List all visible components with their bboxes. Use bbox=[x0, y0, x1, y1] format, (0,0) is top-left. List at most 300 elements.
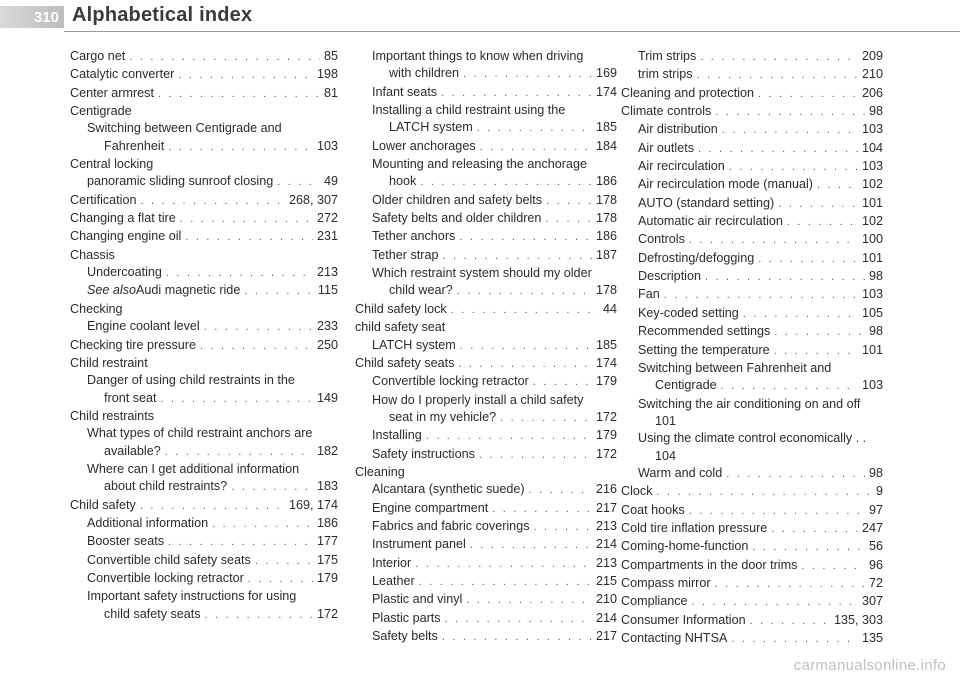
index-entry-label: Child restraints bbox=[70, 408, 154, 423]
index-entry bbox=[621, 557, 883, 575]
index-entry-label: Automatic air recirculation bbox=[638, 214, 783, 229]
dot-leader bbox=[722, 122, 858, 139]
page-reference: 210 bbox=[595, 592, 617, 607]
dot-leader bbox=[420, 174, 592, 191]
index-entry bbox=[355, 84, 617, 102]
index-entry-label: Key-coded setting bbox=[638, 305, 739, 320]
dot-leader bbox=[200, 338, 313, 355]
page-reference: 179 bbox=[316, 570, 338, 585]
page-reference: 96 bbox=[868, 557, 883, 572]
index-entry bbox=[621, 158, 883, 176]
dot-leader bbox=[545, 211, 592, 228]
page-reference: 213 bbox=[316, 265, 338, 280]
index-entry-label: Checking bbox=[70, 301, 123, 316]
index-entry bbox=[355, 573, 617, 591]
index-entry-label: Mounting and releasing the anchorage bbox=[372, 157, 587, 172]
index-entry bbox=[621, 85, 883, 103]
index-entry bbox=[621, 465, 883, 483]
dot-leader bbox=[457, 283, 592, 300]
dot-leader bbox=[470, 537, 592, 554]
dot-leader bbox=[212, 516, 313, 533]
index-heading bbox=[70, 247, 338, 264]
index-entry-label: Centigrade bbox=[70, 104, 132, 119]
dot-leader bbox=[158, 86, 320, 103]
dot-leader bbox=[752, 539, 865, 556]
index-heading bbox=[70, 301, 338, 318]
dot-leader bbox=[778, 196, 858, 213]
dot-leader bbox=[205, 607, 313, 624]
dot-leader bbox=[458, 356, 592, 373]
page-reference: 185 bbox=[595, 337, 617, 352]
index-entry-label: Air distribution bbox=[638, 122, 718, 137]
index-heading bbox=[621, 430, 883, 447]
page-reference: 81 bbox=[323, 85, 338, 100]
index-entry bbox=[355, 591, 617, 609]
index-entry-label: Consumer Information bbox=[621, 612, 746, 627]
page-reference: 172 bbox=[316, 606, 338, 621]
index-entry bbox=[70, 48, 338, 66]
index-entry bbox=[70, 173, 338, 191]
page-reference: 209 bbox=[861, 49, 883, 63]
dot-leader bbox=[141, 193, 285, 210]
page-reference: 216 bbox=[595, 482, 617, 497]
dot-leader bbox=[166, 265, 313, 282]
page-reference: 101 bbox=[861, 250, 883, 265]
index-entry-label: Installing a child restraint using the bbox=[372, 103, 566, 118]
dot-leader bbox=[180, 211, 313, 228]
index-entry-label: Compliance bbox=[621, 594, 688, 609]
page-reference: 178 bbox=[595, 211, 617, 226]
index-entry-label: Tether strap bbox=[372, 247, 439, 262]
page-reference: 213 bbox=[595, 518, 617, 533]
page-reference: 102 bbox=[861, 214, 883, 229]
index-entry-label: child safety seat bbox=[355, 320, 446, 335]
page-header bbox=[0, 0, 960, 32]
dot-leader bbox=[801, 558, 865, 575]
page-reference: 174 bbox=[595, 84, 617, 99]
index-entry bbox=[621, 342, 883, 360]
dot-leader bbox=[419, 574, 592, 591]
page-reference: 217 bbox=[595, 500, 617, 515]
index-entry-label: about child restraints? bbox=[104, 479, 228, 494]
page-reference: 177 bbox=[316, 534, 338, 549]
dot-leader bbox=[466, 592, 592, 609]
index-entry-label: Which restraint system should my older bbox=[372, 266, 592, 281]
page-reference: 169 bbox=[595, 66, 617, 81]
page-reference: 149 bbox=[316, 390, 338, 405]
index-entry bbox=[355, 628, 617, 646]
dot-leader bbox=[459, 229, 592, 246]
index-entry bbox=[355, 373, 617, 391]
page-reference: 175 bbox=[316, 552, 338, 567]
index-entry bbox=[355, 192, 617, 210]
index-entry bbox=[70, 210, 338, 228]
index-entry-label: Important safety instructions for using bbox=[87, 589, 297, 604]
index-entry-label: Danger of using child restraints in the bbox=[87, 373, 295, 388]
page-reference: 210 bbox=[861, 67, 883, 82]
index-entry bbox=[70, 533, 338, 551]
page-reference: 103 bbox=[861, 159, 883, 174]
dot-leader bbox=[657, 484, 872, 501]
dot-leader bbox=[277, 174, 320, 191]
index-entry-label: Centigrade bbox=[655, 378, 717, 393]
page-reference: 186 bbox=[595, 174, 617, 189]
index-entry bbox=[355, 610, 617, 628]
index-entry-label: with children bbox=[389, 66, 459, 81]
index-entry-label: Interior bbox=[372, 555, 412, 570]
index-entry bbox=[621, 195, 883, 213]
index-entry bbox=[621, 121, 883, 139]
index-entry-label: Catalytic converter bbox=[70, 67, 175, 82]
index-entry-label: Convertible locking retractor bbox=[372, 374, 529, 389]
page-reference: 101 bbox=[861, 195, 883, 210]
index-heading bbox=[70, 588, 338, 605]
page-reference: 214 bbox=[595, 610, 617, 625]
dot-leader bbox=[204, 319, 313, 336]
dot-leader bbox=[248, 571, 313, 588]
dot-leader bbox=[534, 519, 592, 536]
index-heading bbox=[355, 464, 617, 481]
index-entry bbox=[621, 176, 883, 194]
page-reference: 186 bbox=[316, 515, 338, 530]
index-entry bbox=[70, 570, 338, 588]
page-reference: 178 bbox=[595, 192, 617, 207]
index-entry-label: Cargo net bbox=[70, 49, 126, 63]
index-entry-label: Compass mirror bbox=[621, 575, 711, 590]
index-heading bbox=[70, 103, 338, 120]
index-entry-label: Child safety bbox=[70, 497, 136, 512]
index-entry bbox=[355, 355, 617, 373]
index-entry bbox=[621, 268, 883, 286]
index-entry-label: Fahrenheit bbox=[104, 138, 165, 153]
dot-leader bbox=[479, 447, 592, 464]
index-heading bbox=[70, 372, 338, 389]
index-entry bbox=[621, 48, 883, 66]
dot-leader bbox=[168, 139, 313, 156]
page-reference: 56 bbox=[868, 539, 883, 554]
page-reference: 103 bbox=[861, 378, 883, 393]
index-entry bbox=[70, 282, 338, 300]
dot-leader bbox=[692, 594, 858, 611]
index-heading bbox=[355, 319, 617, 336]
index-entry bbox=[621, 66, 883, 84]
index-entry bbox=[70, 138, 338, 156]
index-entry bbox=[70, 390, 338, 408]
index-entry bbox=[70, 443, 338, 461]
index-entry bbox=[70, 264, 338, 282]
dot-leader bbox=[705, 269, 865, 286]
page-reference: 272 bbox=[316, 211, 338, 226]
index-entry-label: Child safety lock bbox=[355, 301, 447, 316]
page-reference: 100 bbox=[861, 232, 883, 247]
index-entry-label: AUTO (standard setting) bbox=[638, 195, 775, 210]
index-entry bbox=[621, 250, 883, 268]
index-entry bbox=[70, 85, 338, 103]
page-reference: 103 bbox=[861, 287, 883, 302]
page-reference: 135, 303 bbox=[833, 612, 883, 627]
index-column-1 bbox=[70, 48, 338, 624]
index-entry bbox=[355, 427, 617, 445]
index-entry bbox=[621, 103, 883, 121]
dot-leader bbox=[758, 251, 858, 268]
index-entry-label: Additional information bbox=[87, 515, 209, 530]
dot-leader bbox=[185, 229, 313, 246]
dot-leader bbox=[787, 214, 858, 231]
dot-leader bbox=[715, 576, 865, 593]
dot-leader bbox=[244, 283, 314, 300]
page-reference: 213 bbox=[595, 555, 617, 570]
page-number-tab: 310 bbox=[0, 6, 64, 28]
dot-leader bbox=[743, 306, 858, 323]
index-entry-label: Certification bbox=[70, 192, 137, 207]
index-entry bbox=[70, 228, 338, 246]
dot-leader bbox=[697, 67, 858, 84]
index-entry bbox=[621, 520, 883, 538]
index-entry bbox=[621, 593, 883, 611]
dot-leader bbox=[817, 177, 858, 194]
index-entry-label: Recommended settings bbox=[638, 324, 771, 339]
page-reference: 206 bbox=[861, 85, 883, 100]
page-reference: 250 bbox=[316, 337, 338, 352]
index-entry-label: Engine coolant level bbox=[87, 319, 200, 334]
index-entry-label: Booster seats bbox=[87, 534, 165, 549]
index-entry-label: Cleaning bbox=[355, 464, 405, 479]
page-reference: 169, 174 bbox=[288, 497, 338, 512]
dot-leader bbox=[698, 141, 858, 158]
index-entry bbox=[621, 140, 883, 158]
index-entry-label: Cold tire inflation pressure bbox=[621, 520, 768, 535]
dot-leader bbox=[774, 324, 865, 341]
index-entry-label: Central locking bbox=[70, 157, 154, 172]
index-entry-label: LATCH system bbox=[389, 120, 473, 135]
page-reference: 98 bbox=[868, 465, 883, 480]
dot-leader bbox=[480, 139, 592, 156]
page-reference: 172 bbox=[595, 409, 617, 424]
index-entry bbox=[355, 536, 617, 554]
page-reference: 182 bbox=[316, 443, 338, 458]
page-reference: 97 bbox=[868, 502, 883, 517]
index-heading bbox=[355, 392, 617, 409]
page-reference: 9 bbox=[875, 484, 883, 499]
page-reference: 103 bbox=[316, 138, 338, 153]
index-entry bbox=[355, 446, 617, 464]
index-entry-label: panoramic sliding sunroof closing bbox=[87, 174, 274, 189]
dot-leader bbox=[731, 631, 858, 648]
index-entry-label: Plastic parts bbox=[372, 610, 441, 625]
dot-leader bbox=[771, 521, 858, 538]
dot-leader bbox=[231, 479, 313, 496]
index-heading bbox=[621, 396, 883, 413]
index-entry-label: Defrosting/defogging bbox=[638, 250, 755, 265]
index-entry bbox=[70, 318, 338, 336]
index-heading bbox=[355, 156, 617, 173]
page-reference: 178 bbox=[595, 283, 617, 298]
page-reference: 98 bbox=[868, 104, 883, 119]
index-entry-label: Safety belts bbox=[372, 629, 438, 643]
page-reference: 105 bbox=[861, 305, 883, 320]
dot-leader bbox=[165, 444, 313, 461]
index-entry bbox=[621, 231, 883, 249]
page-reference: 115 bbox=[317, 283, 338, 298]
page-reference: 179 bbox=[595, 374, 617, 389]
page-reference: 268, 307 bbox=[288, 192, 338, 207]
index-entry-label: Switching between Fahrenheit and bbox=[638, 360, 832, 375]
page-reference: 174 bbox=[595, 355, 617, 370]
index-entry-label: Description bbox=[638, 269, 701, 284]
page-reference: 183 bbox=[316, 479, 338, 494]
index-entry bbox=[355, 119, 617, 137]
dot-leader bbox=[415, 556, 592, 573]
index-entry bbox=[70, 606, 338, 624]
index-entry-label: Clock bbox=[621, 484, 653, 499]
index-entry-label: 104 bbox=[655, 448, 677, 463]
index-entry-label: Important things to know when driving bbox=[372, 49, 584, 63]
index-entry-label: Coat hooks bbox=[621, 502, 685, 517]
page-reference: 231 bbox=[316, 229, 338, 244]
index-entry bbox=[355, 173, 617, 191]
index-entry-label: 101 bbox=[655, 413, 677, 428]
index-entry-label: Instrument panel bbox=[372, 537, 466, 552]
index-entry-label: Setting the temperature bbox=[638, 342, 770, 357]
index-heading bbox=[621, 360, 883, 377]
page-reference: 247 bbox=[861, 520, 883, 535]
index-entry-label: Center armrest bbox=[70, 85, 154, 100]
dot-leader bbox=[178, 67, 313, 84]
index-entry-label: Child safety seats bbox=[355, 355, 455, 370]
index-entry bbox=[70, 337, 338, 355]
index-heading bbox=[70, 355, 338, 372]
dot-leader bbox=[700, 49, 858, 66]
index-entry-label: Convertible locking retractor bbox=[87, 570, 244, 585]
index-entry bbox=[355, 481, 617, 499]
dot-leader bbox=[729, 159, 858, 176]
index-entry-label: trim strips bbox=[638, 67, 693, 82]
index-entry bbox=[621, 575, 883, 593]
page-reference: 98 bbox=[868, 269, 883, 284]
dot-leader bbox=[129, 49, 320, 66]
page-reference: 214 bbox=[595, 537, 617, 552]
index-entry bbox=[355, 228, 617, 246]
index-heading bbox=[355, 102, 617, 119]
index-entry bbox=[355, 518, 617, 536]
index-entry-label: Switching between Centigrade and bbox=[87, 121, 282, 136]
dot-leader bbox=[161, 391, 313, 408]
index-entry bbox=[621, 483, 883, 501]
index-entry bbox=[621, 286, 883, 304]
dot-leader bbox=[442, 629, 592, 646]
index-entry bbox=[621, 612, 883, 630]
page-reference: 101 bbox=[861, 342, 883, 357]
page-reference: 102 bbox=[861, 177, 883, 192]
index-entry-label: Alcantara (synthetic suede) bbox=[372, 482, 525, 497]
index-entry bbox=[621, 538, 883, 556]
page-reference: 103 bbox=[861, 122, 883, 137]
index-entry-label: Controls bbox=[638, 232, 685, 247]
index-entry-label: Leather bbox=[372, 573, 415, 588]
index-entry bbox=[355, 247, 617, 265]
page-reference: 135 bbox=[861, 631, 883, 645]
dot-leader bbox=[460, 338, 592, 355]
see-also-label: See also bbox=[87, 283, 137, 298]
index-entry bbox=[355, 409, 617, 427]
dot-leader bbox=[140, 498, 285, 515]
index-entry-label: Installing bbox=[372, 428, 422, 443]
index-entry-label: Changing a flat tire bbox=[70, 211, 176, 226]
index-entry-label: front seat bbox=[104, 390, 157, 405]
index-entry bbox=[621, 323, 883, 341]
index-entry-label: Air outlets bbox=[638, 140, 694, 155]
index-entry-label: Climate controls bbox=[621, 104, 712, 119]
index-entry-label: Plastic and vinyl bbox=[372, 592, 463, 607]
index-entry-label: Engine compartment bbox=[372, 500, 489, 515]
dot-leader bbox=[441, 85, 592, 102]
index-entry-label: available? bbox=[104, 443, 161, 458]
index-entry-label: Using the climate control economically . . bbox=[638, 431, 867, 446]
page-reference: 215 bbox=[595, 573, 617, 588]
dot-leader bbox=[726, 466, 865, 483]
page-reference: 187 bbox=[595, 247, 617, 262]
index-entry-label: Lower anchorages bbox=[372, 138, 476, 153]
index-entry-label: Contacting NHTSA bbox=[621, 631, 728, 645]
index-column-3 bbox=[621, 48, 883, 648]
dot-leader bbox=[443, 248, 592, 265]
watermark: carmanualsonline.info bbox=[793, 657, 946, 674]
index-entry-label: Where can I get additional information bbox=[87, 461, 300, 476]
dot-leader bbox=[689, 232, 858, 249]
page-reference: 217 bbox=[595, 629, 617, 643]
dot-leader bbox=[664, 287, 858, 304]
index-entry bbox=[355, 282, 617, 300]
index-entry bbox=[70, 497, 338, 515]
page-reference: 44 bbox=[602, 301, 617, 316]
index-entry bbox=[621, 377, 883, 395]
index-heading bbox=[70, 461, 338, 478]
index-entry-label: Switching the air conditioning on and off bbox=[638, 396, 861, 411]
index-entry-label: Cleaning and protection bbox=[621, 85, 755, 100]
index-entry-label: Child restraint bbox=[70, 355, 148, 370]
dot-leader bbox=[500, 410, 592, 427]
index-entry bbox=[70, 552, 338, 570]
index-entry-label: seat in my vehicle? bbox=[389, 409, 497, 424]
index-column-2 bbox=[355, 48, 617, 646]
dot-leader bbox=[492, 501, 592, 518]
dot-leader bbox=[533, 374, 592, 391]
dot-leader bbox=[689, 503, 865, 520]
index-entry-label: Audi magnetic ride bbox=[136, 283, 241, 298]
index-entry-label: Fan bbox=[638, 287, 660, 302]
dot-leader bbox=[715, 104, 865, 121]
index-entry-label: hook bbox=[389, 174, 417, 189]
page-reference: 186 bbox=[595, 229, 617, 244]
dot-leader bbox=[168, 534, 313, 551]
dot-leader bbox=[477, 120, 592, 137]
index-entry bbox=[355, 337, 617, 355]
header-rule bbox=[64, 31, 960, 32]
index-entry-label: Air recirculation bbox=[638, 159, 725, 174]
index-entry-label: Safety belts and older children bbox=[372, 211, 542, 226]
page-title: Alphabetical index bbox=[72, 4, 253, 26]
index-heading bbox=[70, 156, 338, 173]
index-entry-label: Older children and safety belts bbox=[372, 192, 543, 207]
index-entry bbox=[70, 192, 338, 210]
page-reference: 49 bbox=[323, 174, 338, 189]
page-reference: 98 bbox=[868, 324, 883, 339]
dot-leader bbox=[546, 193, 592, 210]
index-entry-label: child safety seats bbox=[104, 606, 201, 621]
page-reference: 233 bbox=[316, 319, 338, 334]
index-entry-label: child wear? bbox=[389, 283, 453, 298]
index-entry bbox=[355, 65, 617, 83]
